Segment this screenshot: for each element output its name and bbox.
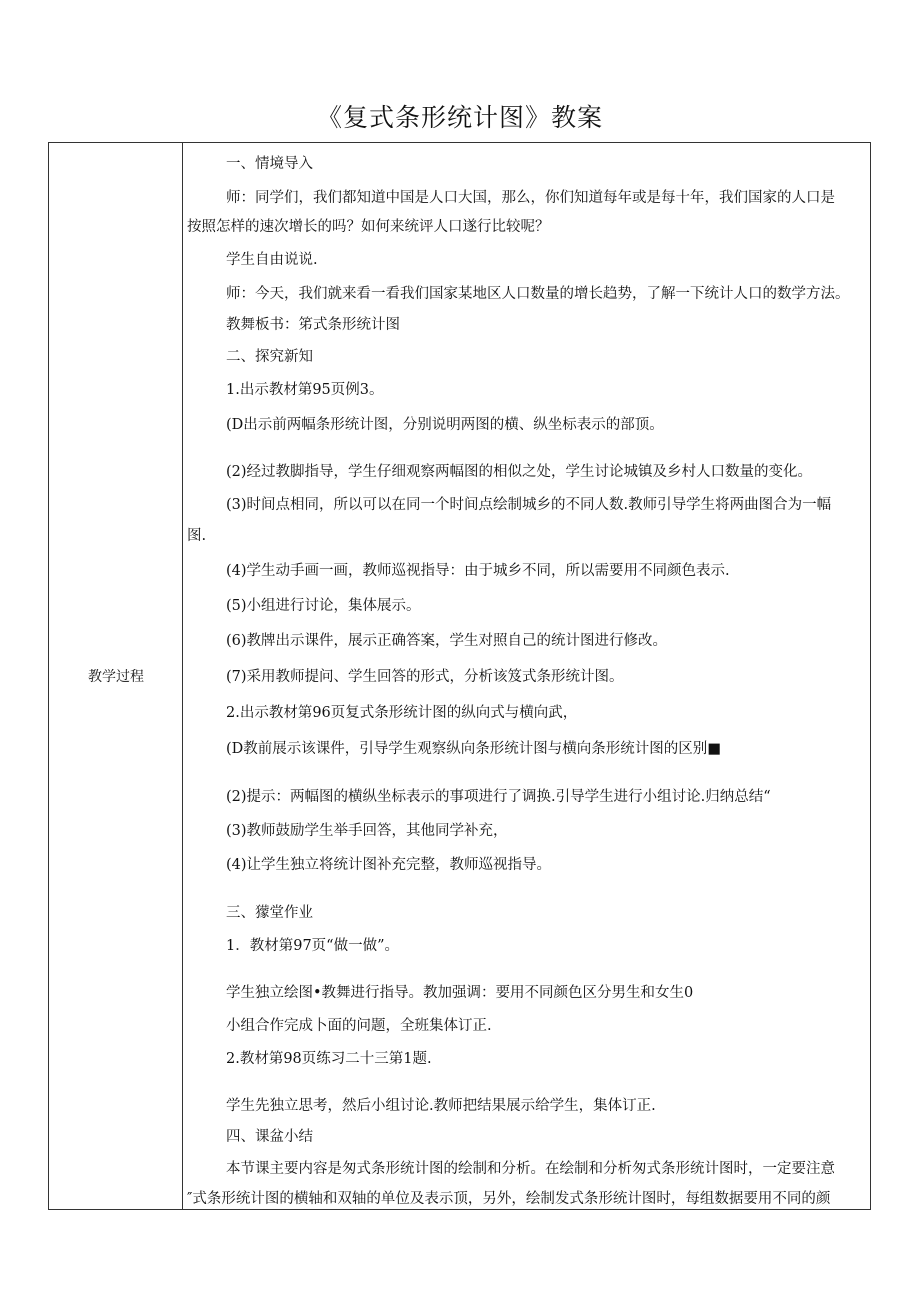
body-line: (D教前展示该课件，引导学生观察纵向条形统计图与横向条形统计图的区别■ xyxy=(226,741,721,757)
body-line: 教舞板书：笫式条形统计图 xyxy=(226,317,400,333)
body-line: (5)小组进行讨论，集体展示。 xyxy=(226,598,421,614)
section-heading: 一、情境导入 xyxy=(226,156,313,172)
body-line: 师：今天，我们就来看一看我们国家某地区人口数量的增长趋势，了解一下统计人口的数学方法。 xyxy=(226,286,850,302)
body-line: (7)采用教师提问、学生回答的形式，分析该笈式条形统计图。 xyxy=(226,669,624,685)
body-line: 2.出示教材第96页复式条形统计图的纵向式与横向武， xyxy=(226,705,578,721)
body-line: (4)让学生独立将统计图补充完整，教师巡视指导。 xyxy=(226,857,552,873)
body-line: 学生先独立思考，然后小组讨论.教师把结果展示给学生，集体订正. xyxy=(226,1098,656,1114)
body-line: 学生自由说说. xyxy=(226,252,318,268)
body-line: (6)教牌出示课件，展示正确答案，学生对照自己的统计图进行修改。 xyxy=(226,633,668,649)
body-line: 1．教材第97页“做一做”。 xyxy=(226,938,400,954)
body-line: 小组合作完成卜面的问题，全班集体订正. xyxy=(226,1018,492,1034)
body-line: (3)教师鼓励学生举手回答，其他同学补充， xyxy=(226,823,508,839)
body-line: 2.教材第98页练习二十三第1题. xyxy=(226,1051,432,1067)
content-cell xyxy=(183,143,872,1209)
section-heading: 二、探究新知 xyxy=(226,349,313,365)
body-line: (D出示前两幅条形统计图，分别说明两图的横、纵坐标表示的部顶。 xyxy=(226,417,664,433)
body-line: 学生独立绘图•教舞进行指导。教加强调：要用不同颜色区分男生和女生0 xyxy=(226,985,694,1001)
body-line: 1.出示教材第95页例3。 xyxy=(226,382,384,398)
body-line: 图. xyxy=(187,528,207,544)
body-line: (2)经过教脚指导，学生仔细观察两幅图的相似之处，学生讨论城镇及乡村人口数量的变化。 xyxy=(226,464,813,480)
body-line: 本节课主要内容是匆式条形统计图的绘制和分析。在绘制和分析匆式条形统计图时，一定要注意 xyxy=(226,1161,835,1177)
lesson-plan-table xyxy=(48,142,871,1210)
body-line: (2)提示：两幅图的横纵坐标表示的事项进行了调换.引导学生进行小组讨论.归纳总结“ xyxy=(226,789,771,805)
section-heading: 三、獴堂作业 xyxy=(226,905,313,921)
body-line: (3)时间点相同，所以可以在同一个时间点绘制城乡的不同人数.教师引导学生将两曲图合为一幅 xyxy=(226,497,832,513)
body-line: 师：同学们，我们都知道中国是人口大国，那么，你们知道每年或是每十年，我们国家的人口是 xyxy=(226,190,835,206)
body-line: 按照怎样的速次增长的吗？如何来统评人口遂行比较呢？ xyxy=(187,219,550,235)
page-title: 《复式条形统计图》教案 xyxy=(316,103,603,132)
body-line: (4)学生动手画一画，教师巡视指导：由于城乡不同，所以需要用不同颜色表示. xyxy=(226,563,730,579)
row-label-cell xyxy=(49,143,183,1209)
body-line: ″式条形统计图的横轴和双轴的单位及表示顶，另外，绘制发式条形统计图时，每组数据要用不同的颜 xyxy=(187,1191,831,1207)
section-heading: 四、课盆小结 xyxy=(226,1129,313,1145)
row-label: 教学过程 xyxy=(88,669,144,685)
